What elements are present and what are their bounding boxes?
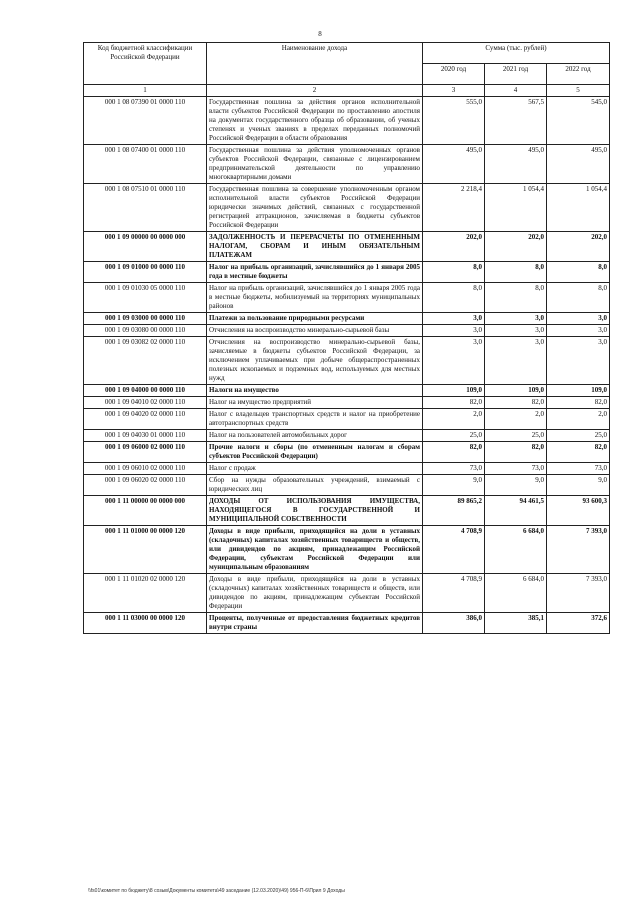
table-row — [84, 385, 610, 397]
budget-code-cell: 000 1 09 06020 02 0000 110 — [84, 475, 207, 496]
code-column-header: Код бюджетной классификации Российской Федерации — [84, 43, 207, 85]
revenue-name-cell: Платежи за пользование природными ресурсами — [207, 313, 423, 325]
budget-code-cell: 000 1 09 03080 00 0000 110 — [84, 325, 207, 337]
amount-2020-cell: 3,0 — [423, 313, 485, 325]
revenue-name-cell: Налог с продаж — [207, 463, 423, 475]
revenue-name-cell: Налог на прибыль организаций, зачислявшийся до 1 января 2005 года в местные бюджеты — [207, 262, 423, 283]
amount-2020-cell: 109,0 — [423, 385, 485, 397]
table-row — [84, 262, 610, 283]
revenue-table — [83, 42, 610, 634]
amount-2022-cell: 545,0 — [547, 97, 610, 145]
amount-2022-cell: 93 600,3 — [547, 496, 610, 526]
amount-2020-cell: 202,0 — [423, 232, 485, 262]
amount-2021-cell: 6 684,0 — [485, 526, 547, 574]
table-row — [84, 184, 610, 232]
column-number: 4 — [485, 85, 547, 97]
amount-2021-cell: 82,0 — [485, 397, 547, 409]
amount-2020-cell: 3,0 — [423, 337, 485, 385]
amount-2020-cell: 4 708,9 — [423, 526, 485, 574]
column-number: 2 — [207, 85, 423, 97]
table-row — [84, 430, 610, 442]
budget-code-cell: 000 1 09 06000 02 0000 110 — [84, 442, 207, 463]
year-header-2020: 2020 год — [423, 64, 485, 85]
amount-2022-cell: 25,0 — [547, 430, 610, 442]
table-row — [84, 145, 610, 184]
budget-code-cell: 000 1 11 03000 00 0000 120 — [84, 613, 207, 634]
table-body — [84, 97, 610, 634]
amount-2022-cell: 372,6 — [547, 613, 610, 634]
amount-2020-cell: 495,0 — [423, 145, 485, 184]
budget-code-cell: 000 1 09 03000 00 0000 110 — [84, 313, 207, 325]
amount-2022-cell: 202,0 — [547, 232, 610, 262]
revenue-name-cell: Государственная пошлина за совершение уполномоченным органом исполнительной власти субъектов Российской Федерации юридически значимых действий, связанных с государственной регистрацией аттракционов, зачисляемая в бюджеты субъектов Российской Федерации — [207, 184, 423, 232]
amount-2021-cell: 8,0 — [485, 283, 547, 313]
amount-2022-cell: 82,0 — [547, 442, 610, 463]
amount-2021-cell: 9,0 — [485, 475, 547, 496]
table-row — [84, 496, 610, 526]
revenue-name-cell: Налог с владельцев транспортных средств и налог на приобретение автотранспортных средств — [207, 409, 423, 430]
amount-2020-cell: 25,0 — [423, 430, 485, 442]
amount-2021-cell: 3,0 — [485, 337, 547, 385]
budget-code-cell: 000 1 09 04010 02 0000 110 — [84, 397, 207, 409]
table-row — [84, 325, 610, 337]
amount-2021-cell: 25,0 — [485, 430, 547, 442]
amount-2021-cell: 495,0 — [485, 145, 547, 184]
amount-2022-cell: 8,0 — [547, 283, 610, 313]
table-row — [84, 283, 610, 313]
amount-2022-cell: 3,0 — [547, 337, 610, 385]
amount-2021-cell: 8,0 — [485, 262, 547, 283]
amount-2021-cell: 3,0 — [485, 325, 547, 337]
amount-2022-cell: 82,0 — [547, 397, 610, 409]
amount-2022-cell: 3,0 — [547, 325, 610, 337]
amount-2022-cell: 1 054,4 — [547, 184, 610, 232]
budget-code-cell: 000 1 09 01000 00 0000 110 — [84, 262, 207, 283]
amount-2022-cell: 8,0 — [547, 262, 610, 283]
revenue-name-cell: Налог на прибыль организаций, зачислявшийся до 1 января 2005 года в местные бюджеты, мобилизуемый на территориях муниципальных районов — [207, 283, 423, 313]
revenue-name-cell: Отчисления на воспроизводство минерально-сырьевой базы, зачисляемые в бюджеты субъектов Российской Федерации, за исключением уплачиваемых при добыче общераспространенных полезных ископаемых и подземных вод, используемых для местных нужд — [207, 337, 423, 385]
table-row — [84, 475, 610, 496]
revenue-name-cell: ДОХОДЫ ОТ ИСПОЛЬЗОВАНИЯ ИМУЩЕСТВА, НАХОДЯЩЕГОСЯ В ГОСУДАРСТВЕННОЙ И МУНИЦИПАЛЬНОЙ СОБСТВЕННОСТИ — [207, 496, 423, 526]
amount-2021-cell: 73,0 — [485, 463, 547, 475]
table-row — [84, 463, 610, 475]
budget-code-cell: 000 1 11 01000 00 0000 120 — [84, 526, 207, 574]
revenue-name-cell: Доходы в виде прибыли, приходящейся на доли в уставных (складочных) капиталах хозяйственных товариществ и обществ, или дивидендов по акциям, принадлежащим субъектам Российской Федерации — [207, 574, 423, 613]
amount-2020-cell: 8,0 — [423, 262, 485, 283]
budget-code-cell: 000 1 09 03082 02 0000 110 — [84, 337, 207, 385]
amount-2020-cell: 89 865,2 — [423, 496, 485, 526]
table-row — [84, 613, 610, 634]
revenue-name-cell: Доходы в виде прибыли, приходящейся на доли в уставных (складочных) капиталах хозяйственных товариществ и обществ, или дивидендов по акциям, принадлежащим Российской Федерации, субъектам Российской Федерации или муниципальным образованиям — [207, 526, 423, 574]
budget-code-cell: 000 1 11 00000 00 0000 000 — [84, 496, 207, 526]
amount-2020-cell: 2 218,4 — [423, 184, 485, 232]
amount-2021-cell: 6 684,0 — [485, 574, 547, 613]
column-number: 5 — [547, 85, 610, 97]
revenue-name-cell: Налоги на имущество — [207, 385, 423, 397]
table-row — [84, 232, 610, 262]
column-number: 3 — [423, 85, 485, 97]
amount-2022-cell: 7 393,0 — [547, 526, 610, 574]
amount-2020-cell: 8,0 — [423, 283, 485, 313]
revenue-name-cell: Налог на имущество предприятий — [207, 397, 423, 409]
table-row — [84, 574, 610, 613]
amount-2020-cell: 82,0 — [423, 442, 485, 463]
table-row — [84, 313, 610, 325]
amount-2020-cell: 4 708,9 — [423, 574, 485, 613]
budget-code-cell: 000 1 08 07400 01 0000 110 — [84, 145, 207, 184]
revenue-name-cell: Проценты, полученные от предоставления бюджетных кредитов внутри страны — [207, 613, 423, 634]
amount-2020-cell: 386,0 — [423, 613, 485, 634]
file-path-footer: \\fs01\комитет по бюджету\8 созыв\Документы комитета\49 заседание (12.03.2020)\49) 956-П-6\Прил 9 Доходы — [88, 888, 345, 894]
revenue-name-cell: Государственная пошлина за действия органов исполнительной власти субъектов Российской Федерации по проставлению апостиля на документах государственного образца об образовании, об ученых степенях и ученых званиях в пределах переданных полномочий Российской Федерации в области образования — [207, 97, 423, 145]
amount-2020-cell: 2,0 — [423, 409, 485, 430]
year-header-2022: 2022 год — [547, 64, 610, 85]
amount-2020-cell: 3,0 — [423, 325, 485, 337]
amount-2022-cell: 109,0 — [547, 385, 610, 397]
table-row — [84, 409, 610, 430]
amount-2021-cell: 2,0 — [485, 409, 547, 430]
amount-2022-cell: 9,0 — [547, 475, 610, 496]
table-row — [84, 442, 610, 463]
revenue-name-cell: ЗАДОЛЖЕННОСТЬ И ПЕРЕРАСЧЕТЫ ПО ОТМЕНЕННЫМ НАЛОГАМ, СБОРАМ И ИНЫМ ОБЯЗАТЕЛЬНЫМ ПЛАТЕЖАМ — [207, 232, 423, 262]
budget-code-cell: 000 1 08 07510 01 0000 110 — [84, 184, 207, 232]
amount-2020-cell: 73,0 — [423, 463, 485, 475]
budget-code-cell: 000 1 09 04020 02 0000 110 — [84, 409, 207, 430]
amount-2022-cell: 73,0 — [547, 463, 610, 475]
amount-2022-cell: 495,0 — [547, 145, 610, 184]
amount-2021-cell: 385,1 — [485, 613, 547, 634]
table-row — [84, 97, 610, 145]
amount-2020-cell: 555,0 — [423, 97, 485, 145]
revenue-name-cell: Отчисления на воспроизводство минерально-сырьевой базы — [207, 325, 423, 337]
budget-code-cell: 000 1 09 06010 02 0000 110 — [84, 463, 207, 475]
page-number: 8 — [318, 30, 322, 38]
amount-2021-cell: 3,0 — [485, 313, 547, 325]
amount-2022-cell: 7 393,0 — [547, 574, 610, 613]
amount-2022-cell: 3,0 — [547, 313, 610, 325]
amount-2021-cell: 567,5 — [485, 97, 547, 145]
column-number: 1 — [84, 85, 207, 97]
amount-2020-cell: 9,0 — [423, 475, 485, 496]
budget-code-cell: 000 1 09 04030 01 0000 110 — [84, 430, 207, 442]
budget-code-cell: 000 1 11 01020 02 0000 120 — [84, 574, 207, 613]
year-header-2021: 2021 год — [485, 64, 547, 85]
amount-2020-cell: 82,0 — [423, 397, 485, 409]
amount-2021-cell: 82,0 — [485, 442, 547, 463]
table-row — [84, 337, 610, 385]
revenue-name-cell: Налог на пользователей автомобильных дорог — [207, 430, 423, 442]
amount-2021-cell: 94 461,5 — [485, 496, 547, 526]
revenue-name-cell: Прочие налоги и сборы (по отмененным налогам и сборам субъектов Российской Федерации) — [207, 442, 423, 463]
amount-2021-cell: 109,0 — [485, 385, 547, 397]
budget-code-cell: 000 1 08 07390 01 0000 110 — [84, 97, 207, 145]
revenue-name-cell: Сбор на нужды образовательных учреждений, взимаемый с юридических лиц — [207, 475, 423, 496]
sum-column-header: Сумма (тыс. рублей) — [423, 43, 610, 64]
name-column-header: Наименование дохода — [207, 43, 423, 85]
amount-2021-cell: 202,0 — [485, 232, 547, 262]
amount-2021-cell: 1 054,4 — [485, 184, 547, 232]
amount-2022-cell: 2,0 — [547, 409, 610, 430]
budget-code-cell: 000 1 09 01030 05 0000 110 — [84, 283, 207, 313]
table-row — [84, 526, 610, 574]
table-row — [84, 397, 610, 409]
revenue-name-cell: Государственная пошлина за действия уполномоченных органов субъектов Российской Федерации, связанные с лицензированием предпринимательской деятельности по управлению многоквартирными домами — [207, 145, 423, 184]
budget-code-cell: 000 1 09 04000 00 0000 110 — [84, 385, 207, 397]
budget-code-cell: 000 1 09 00000 00 0000 000 — [84, 232, 207, 262]
